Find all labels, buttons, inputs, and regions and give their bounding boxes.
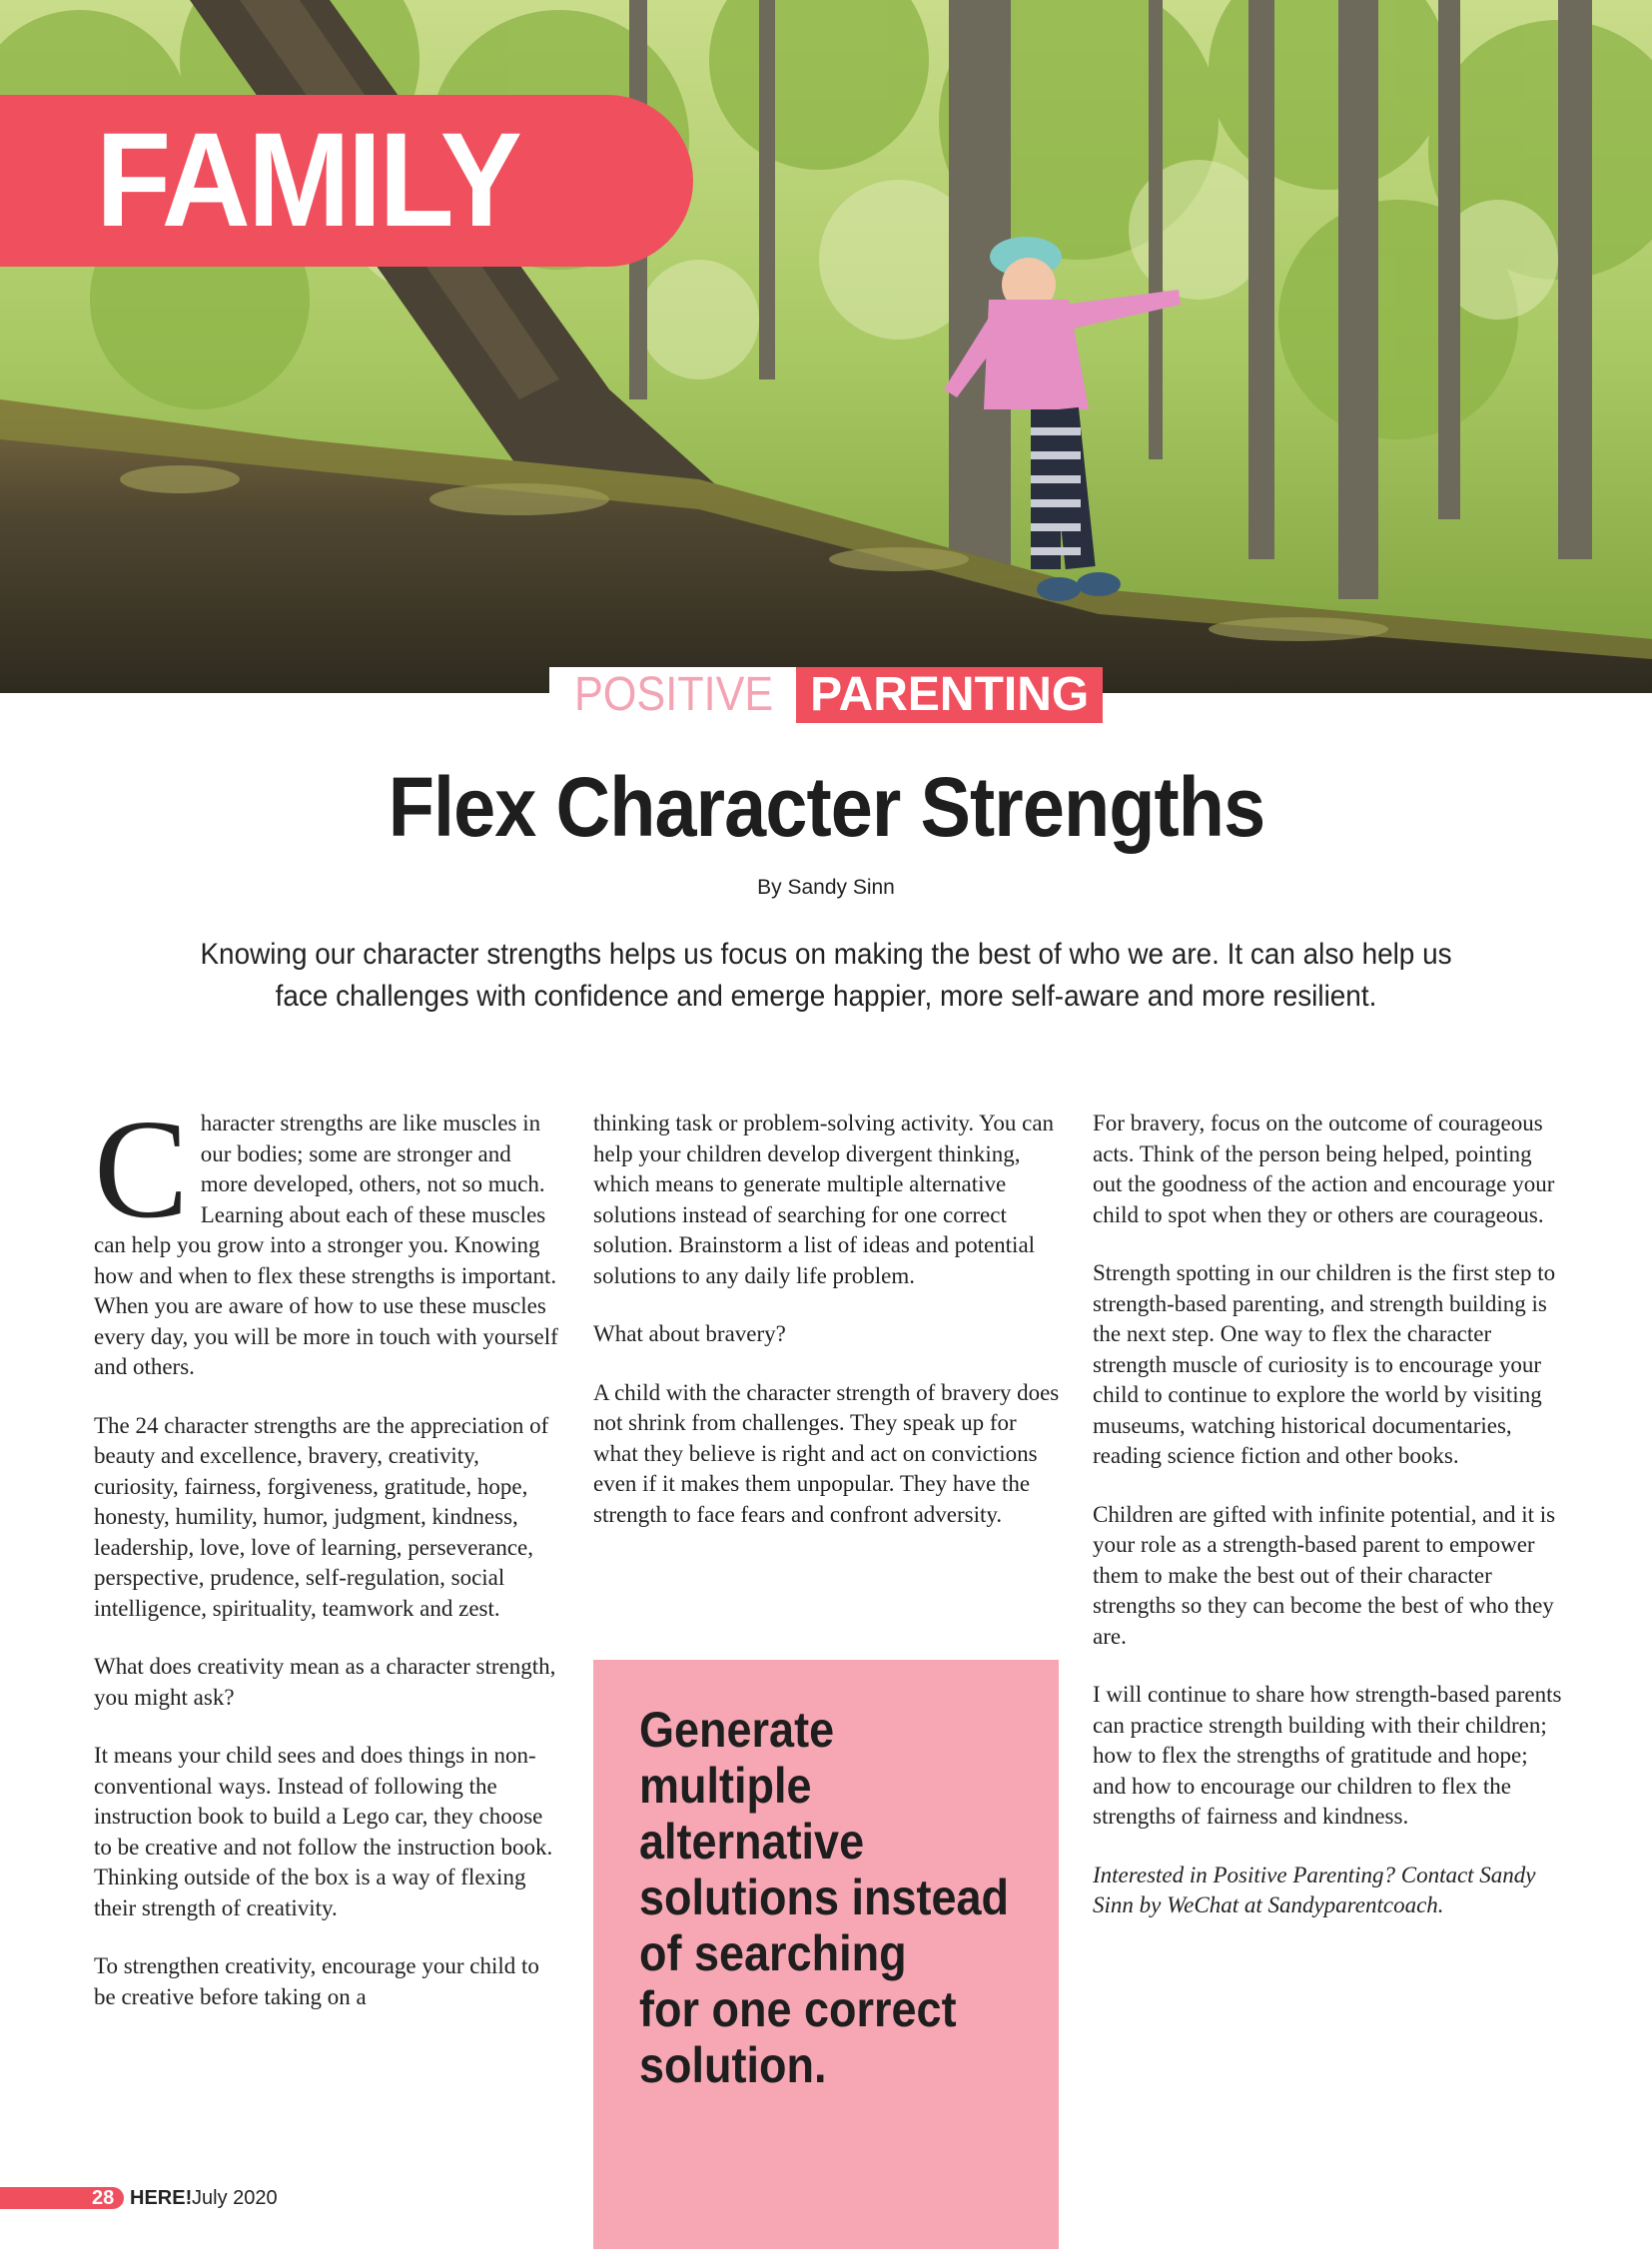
body-column-3 [1093,1109,1562,1949]
kicker-positive: POSITIVE [573,668,773,721]
pull-quote-line: solutions instead [639,1870,1010,1925]
body-paragraph: The 24 character strengths are the appreciation of beauty and excellence, bravery, creativity, curiosity, fairness, forgiveness, gratitude, hope, honesty, humility, humor, judgment, kindness, leadership, love, love of learning, perseverance, perspective, prudence, self-regulation, social intelligence, spirituality, teamwork and zest. [94,1412,549,1621]
kicker [0,667,1652,723]
body-paragraph: I will continue to share how strength-based parents can practice strength building with their children; how to flex the strengths of gratitude and hope; and how to encourage our children to flex the strengths of fairness and kindness. [1093,1682,1562,1829]
kicker-parenting: PARENTING [796,667,1103,723]
contact-note: Interested in Positive Parenting? Contact Sandy Sinn by WeChat at Sandyparentcoach. [1093,1862,1536,1917]
drop-cap: C [94,1090,189,1247]
footer-accent-bar [0,2187,92,2209]
body-column-1 [94,1090,563,2040]
body-paragraph: thinking task or problem-solving activity. You can help your children develop divergent thinking, which means to generate multiple alternative solutions instead of searching for one correct solution. Brainstorm a list of ideas and potential solutions to any daily life problem. [593,1111,1055,1288]
body-paragraph: A child with the character strength of bravery does not shrink from challenges. They speak up for what they believe is right and act on convictions even if it makes them unpopular. They have the strength to face fears and confront adversity. [593,1379,1060,1527]
issue-date: July 2020 [192,2187,278,2209]
standfirst: Knowing our character strengths helps us focus on making the best of who we are. It can also help us face challenges with confidence and emerge happier, more self-aware and more resilient. [200,938,1452,1013]
magazine-name: HERE! [130,2187,193,2209]
body-paragraph: Character strengths are like muscles in our bodies; some are stronger and more developed, others, not so much. Learning about each of these muscles can help you grow into a stronger you. Knowing how and when to flex these strengths is important. When you are aware of how to use these muscles every day, you will be more in touch with yourself and others. [94,1090,558,1379]
pull-quote-line: for one correct [639,1981,957,2037]
pull-quote-line: multiple [639,1758,812,1814]
body-paragraph: Strength spotting in our children is the first step to strength-based parenting, and strength building is the next step. One way to flex the character strength muscle of curiosity is to encourage your child to continue to explore the world by visiting museums, watching historical documentaries, reading science fiction and other books. [1093,1260,1556,1468]
body-paragraph: Children are gifted with infinite potential, and it is your role as a strength-based parent to empower them to make the best out of their character strengths so they can become the best of who they are. [1093,1501,1556,1649]
pull-quote-line: solution. [639,2037,827,2093]
page-number: 28 [92,2187,115,2209]
headline: Flex Character Strengths [388,760,1264,854]
byline: By Sandy Sinn [757,876,895,899]
pull-quote-line: of searching [639,1925,907,1981]
body-column-2 [593,1109,1063,1558]
body-paragraph: What about bravery? [593,1321,786,1346]
body-paragraph: For bravery, focus on the outcome of courageous acts. Think of the person being helped, pointing out the goodness of the action and encourage your child to spot when they or others are courageous. [1093,1111,1555,1227]
section-label: FAMILY [96,106,520,255]
pull-quote-line: alternative [639,1814,865,1870]
body-paragraph: To strengthen creativity, encourage your child to be creative before taking on a [94,1953,539,2009]
body-paragraph: It means your child sees and does things in non-conventional ways. Instead of following the instruction book to build a Lego car, they choose to be creative and not follow the instruction book. Thinking outside of the box is a way of flexing their strength of creativity. [94,1743,553,1920]
body-paragraph: What does creativity mean as a character strength, you might ask? [94,1654,556,1710]
pull-quote [593,1660,1059,2249]
section-banner [0,95,693,267]
pull-quote-line: Generate [639,1702,835,1758]
